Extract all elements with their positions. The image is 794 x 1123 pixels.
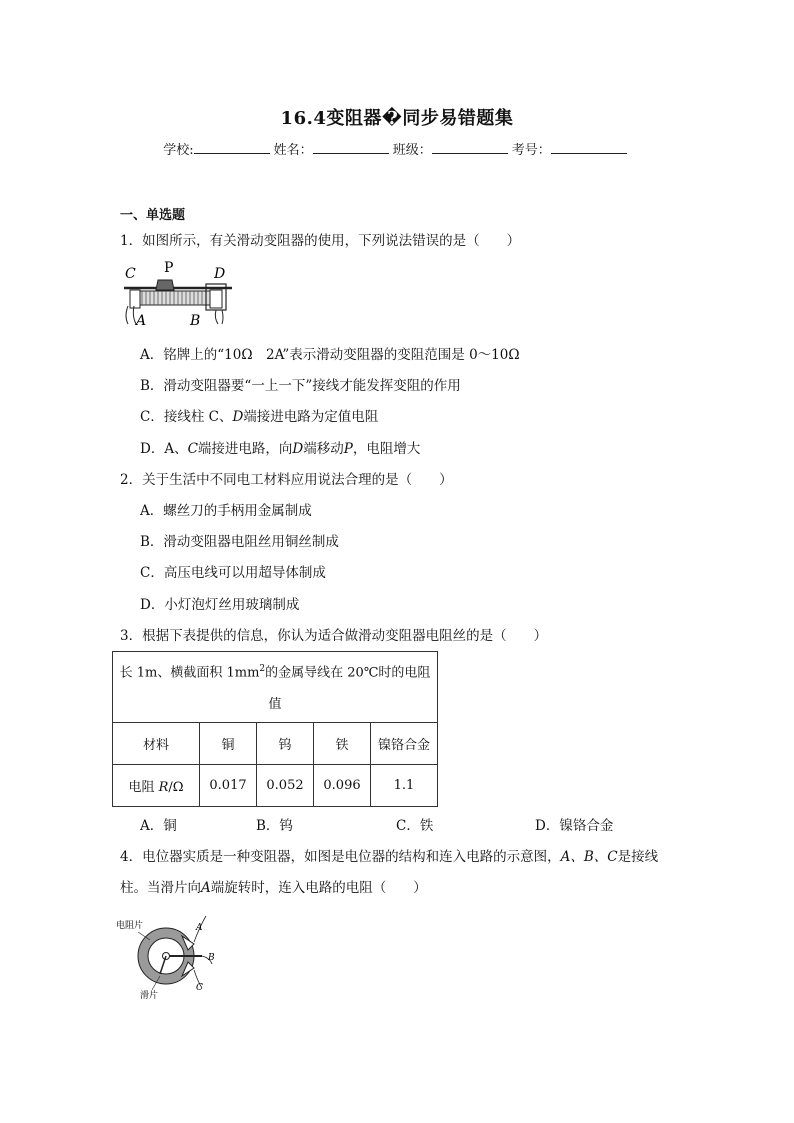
row-label-post: /Ω — [168, 780, 184, 795]
row-label-pre: 电阻 — [128, 780, 159, 795]
question-4-line-1 — [120, 845, 658, 865]
q4-line2-var: A — [201, 880, 211, 896]
fig4-label-film: 电阻片 — [116, 921, 144, 931]
question-2-text: 2．关于生活中不同电工材料应用说法合理的是（ ） — [120, 472, 453, 488]
table-header-cell: 钨 — [257, 723, 314, 765]
q3-option-b[interactable]: B．钨 — [256, 818, 293, 834]
q3-option-a[interactable]: A．铜 — [140, 818, 177, 834]
table-caption-sup: 2 — [259, 664, 266, 675]
fig4-label-b: B — [208, 953, 215, 963]
q1-option-d-prefix: D．A、 — [140, 441, 188, 457]
rheostat-figure — [118, 258, 238, 328]
q4-line1-vars: A、B、C — [560, 849, 618, 865]
table-caption — [113, 652, 438, 723]
table-row — [113, 765, 438, 807]
page-title: 16.4变阻器�同步易错题集 — [280, 108, 514, 129]
school-label: 学校: — [163, 143, 194, 158]
potentiometer-figure — [116, 906, 226, 1002]
q1-option-c-var: D — [232, 409, 244, 425]
q2-option-d[interactable]: D．小灯泡灯丝用玻璃制成 — [140, 597, 300, 613]
table-caption-row — [113, 652, 438, 723]
class-label: 班级： — [392, 143, 432, 158]
table-caption-line2: 值 — [268, 696, 282, 712]
table-header-row — [113, 723, 438, 765]
q1-option-d-var2: D — [292, 441, 304, 457]
student-info-line — [0, 139, 794, 158]
q3-option-c[interactable]: C．铁 — [396, 818, 434, 834]
q1-option-b[interactable]: B．滑动变阻器要“一上一下”接线才能发挥变阻的作用 — [140, 378, 461, 394]
fig1-label-d: D — [214, 266, 226, 282]
table-cell: 0.096 — [314, 765, 371, 807]
number-blank[interactable] — [551, 141, 627, 154]
q1-option-c-suffix: 端接进电路为定值电阻 — [243, 409, 379, 425]
q3-option-d[interactable]: D．镍铬合金 — [535, 818, 614, 834]
number-label: 考号： — [511, 143, 551, 158]
fig4-label-c: C — [196, 983, 203, 993]
row-label-var: R — [158, 780, 169, 795]
question-3-text: 3．根据下表提供的信息，你认为适合做滑动变阻器电阻丝的是（ ） — [120, 628, 548, 644]
q4-line2-pre: 柱。当滑片向 — [120, 880, 201, 896]
table-header-cell: 铁 — [314, 723, 371, 765]
class-blank[interactable] — [432, 141, 508, 154]
q1-option-d-var1: C — [187, 441, 198, 457]
table-header-cell: 镍铬合金 — [371, 723, 438, 765]
q2-option-c[interactable]: C．高压电线可以用超导体制成 — [140, 565, 326, 581]
question-1-text: 1．如图所示，有关滑动变阻器的使用，下列说法错误的是（ ） — [120, 233, 521, 249]
table-header-cell: 铜 — [200, 723, 257, 765]
q4-line1-post: 是接线 — [617, 849, 659, 865]
name-blank[interactable] — [313, 141, 389, 154]
fig1-label-p: P — [164, 260, 174, 276]
q1-option-c-prefix: C．接线柱 C、 — [140, 409, 233, 425]
section-title: 一、单选题 — [120, 208, 186, 223]
table-caption-post: 的金属导线在 20℃时的电阻 — [265, 665, 431, 681]
question-4-line-2 — [120, 876, 427, 896]
q1-option-d-mid: 端接进电路，向 — [197, 441, 293, 457]
table-caption-pre: 长 1m、横截面积 1mm — [119, 665, 260, 681]
q2-option-a[interactable]: A．螺丝刀的手柄用金属制成 — [140, 503, 312, 519]
table-cell: 0.017 — [200, 765, 257, 807]
q4-line1-pre: 4．电位器实质是一种变阻器，如图是电位器的结构和连入电路的示意图， — [120, 849, 561, 865]
q1-option-d[interactable] — [140, 437, 420, 457]
fig1-label-a: A — [136, 313, 147, 328]
fig4-label-slider: 滑片 — [140, 991, 159, 1001]
fig1-label-c: C — [125, 266, 136, 282]
table-row-label — [113, 765, 200, 807]
q1-option-c[interactable] — [140, 405, 378, 425]
q1-option-a[interactable]: A．铭牌上的“10Ω 2A”表示滑动变阻器的变阻范围是 0～10Ω — [140, 347, 520, 363]
q1-option-d-mid2: 端移动 — [303, 441, 344, 457]
q4-line2-post: 端旋转时，连入电路的电阻（ ） — [210, 880, 427, 896]
school-blank[interactable] — [194, 141, 270, 154]
table-cell: 0.052 — [257, 765, 314, 807]
resistance-table — [112, 651, 438, 807]
q1-option-d-var3: P — [343, 441, 353, 457]
name-label: 姓名： — [273, 143, 313, 158]
table-header-cell: 材料 — [113, 723, 200, 765]
q2-option-b[interactable]: B．滑动变阻器电阻丝用铜丝制成 — [140, 534, 339, 550]
fig1-label-b: B — [190, 313, 201, 328]
fig4-label-a: A — [196, 923, 203, 933]
table-cell: 1.1 — [371, 765, 438, 807]
q1-option-d-suffix: ，电阻增大 — [352, 441, 421, 457]
